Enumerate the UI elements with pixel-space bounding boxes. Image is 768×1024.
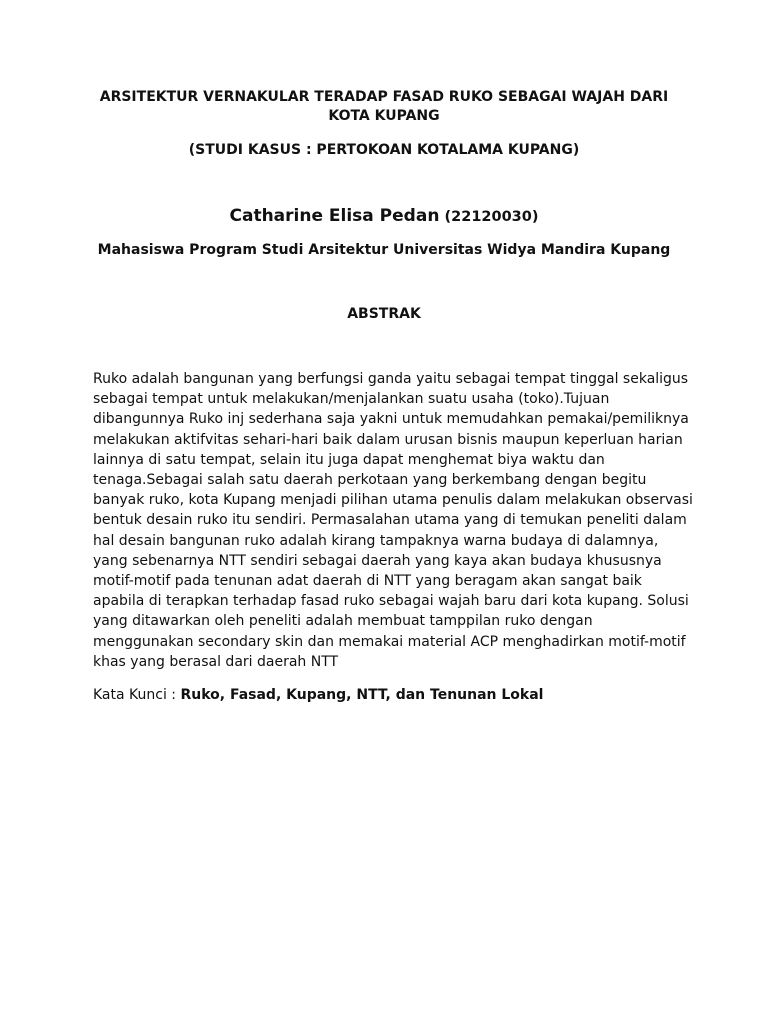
abstract-line: apabila di terapkan terhadap fasad ruko sebagai wajah baru dari kota kupang. Solusi [93,593,689,610]
keywords-label: Kata Kunci : [93,687,181,703]
abstract-line: bentuk desain ruko itu sendiri. Permasalahan utama yang di temukan peneliti dalam [93,512,687,529]
abstract-heading: ABSTRAK [347,306,421,322]
abstract-line: hal desain bangunan ruko adalah kirang tampaknya warna budaya di dalamnya, [93,532,659,549]
author-affiliation: Mahasiswa Program Studi Arsitektur Universitas Widya Mandira Kupang [97,242,671,258]
abstract-body [93,369,693,672]
abstract-line: yang sebenarnya NTT sendiri sebagai daerah yang kaya akan budaya khususnya [93,552,662,569]
abstract-line: yang ditawarkan oleh peneliti adalah membuat tamppilan ruko dengan [93,613,593,630]
abstract-line: sebagai tempat untuk melakukan/menjalankan suatu usaha (toko).Tujuan [93,391,610,408]
abstract-line: melakukan aktifvitas sehari-hari baik dalam urusan bisnis maupun keperluan harian [93,431,683,448]
paper-subtitle: (STUDI KASUS : PERTOKOAN KOTALAMA KUPANG) [188,142,580,158]
author-line [80,203,688,230]
abstract-line: Ruko adalah bangunan yang berfungsi ganda yaitu sebagai tempat tinggal sekaligus [93,371,689,387]
paper-title [80,88,688,126]
keywords-line [93,685,685,705]
abstract-line: banyak ruko, kota Kupang menjadi pilihan utama penulis dalam melakukan observasi [93,492,693,509]
keywords-terms: Ruko, Fasad, Kupang, NTT, dan Tenunan Lokal [180,687,544,703]
abstract-line: dibangunnya Ruko inj sederhana saja yakni untuk memudahkan pemakai/pemiliknya [93,411,689,428]
abstract-line: menggunakan secondary skin dan memakai material ACP menghadirkan motif-motif [93,633,686,650]
abstract-line: motif-motif pada tenunan adat daerah di NTT yang beragam akan sangat baik [93,573,642,590]
abstract-line: khas yang berasal dari daerah NTT [93,653,339,670]
abstract-line: tenaga.Sebagai salah satu daerah perkotaan yang berkembang dengan begitu [93,472,647,489]
paper-title-line-2: KOTA KUPANG [328,108,440,124]
author-name: Catharine Elisa Pedan [229,206,440,226]
author-student-id: (22120030) [444,209,539,225]
paper-title-line-1: ARSITEKTUR VERNAKULAR TERADAP FASAD RUKO SEBAGAI WAJAH DARI [99,89,669,105]
abstract-line: lainnya di satu tempat, selain itu juga dapat menghemat biya waktu dan [93,451,605,468]
